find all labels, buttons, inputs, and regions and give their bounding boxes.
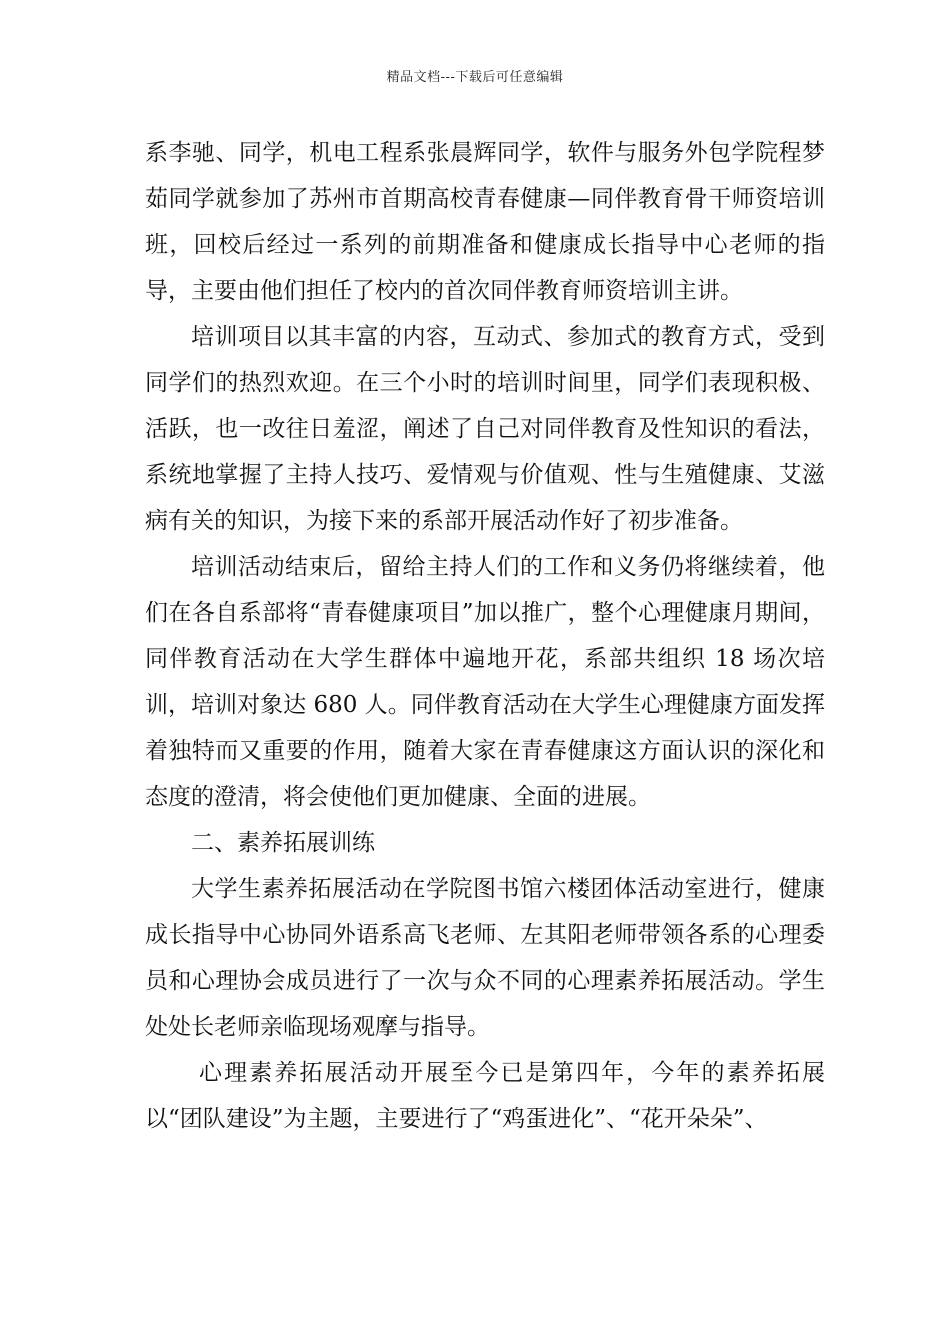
page-header: 精品文档---下载后可任意编辑	[386, 70, 564, 85]
paragraph-quality-activity: 大学生素养拓展活动在学院图书馆六楼团体活动室进行，健康成长指导中心协同外语系高飞老师、左其阳老师带领各系的心理委员和心理协会成员进行了一次与众不同的心理素养拓展活动。学生处处长老师亲临现场观摩与指导。	[145, 876, 825, 1040]
paragraph-training-project: 培训项目以其丰富的内容，互动式、参加式的教育方式，受到同学们的热烈欢迎。在三个小时的培训时间里，同学们表现积极、活跃，也一改往日羞涩，阐述了自己对同伴教育及性知识的看法，系统地掌握了主持人技巧、爱情观与价值观、性与生殖健康、艾滋病有关的知识，为接下来的系部开展活动作好了初步准备。	[145, 324, 825, 534]
document-body	[145, 130, 825, 1142]
section-heading-quality-training: 二、素养拓展训练	[191, 830, 375, 856]
paragraph-after-training: 培训活动结束后，留给主持人们的工作和义务仍将继续着，他们在各自系部将“青春健康项目”加以推广，整个心理健康月期间，同伴教育活动在大学生群体中遍地开花，系部共组织 18 场次培训，培训对象达 680 人。同伴教育活动在大学生心理健康方面发挥着独特而又重要的作用，随着大家在青春健康这方面认识的深化和态度的澄清，将会使他们更加健康、全面的进展。	[145, 554, 825, 810]
paragraph-fourth-year: 心理素养拓展活动开展至今已是第四年，今年的素养拓展以“团队建设”为主题，主要进行了“鸡蛋进化”、“花开朵朵”、	[145, 1060, 825, 1132]
paragraph-continuation: 系李驰、同学，机电工程系张晨辉同学，软件与服务外包学院程梦茹同学就参加了苏州市首期高校青春健康—同伴教育骨干师资培训班，回校后经过一系列的前期准备和健康成长指导中心老师的指导，主要由他们担任了校内的首次同伴教育师资培训主讲。	[145, 140, 825, 304]
